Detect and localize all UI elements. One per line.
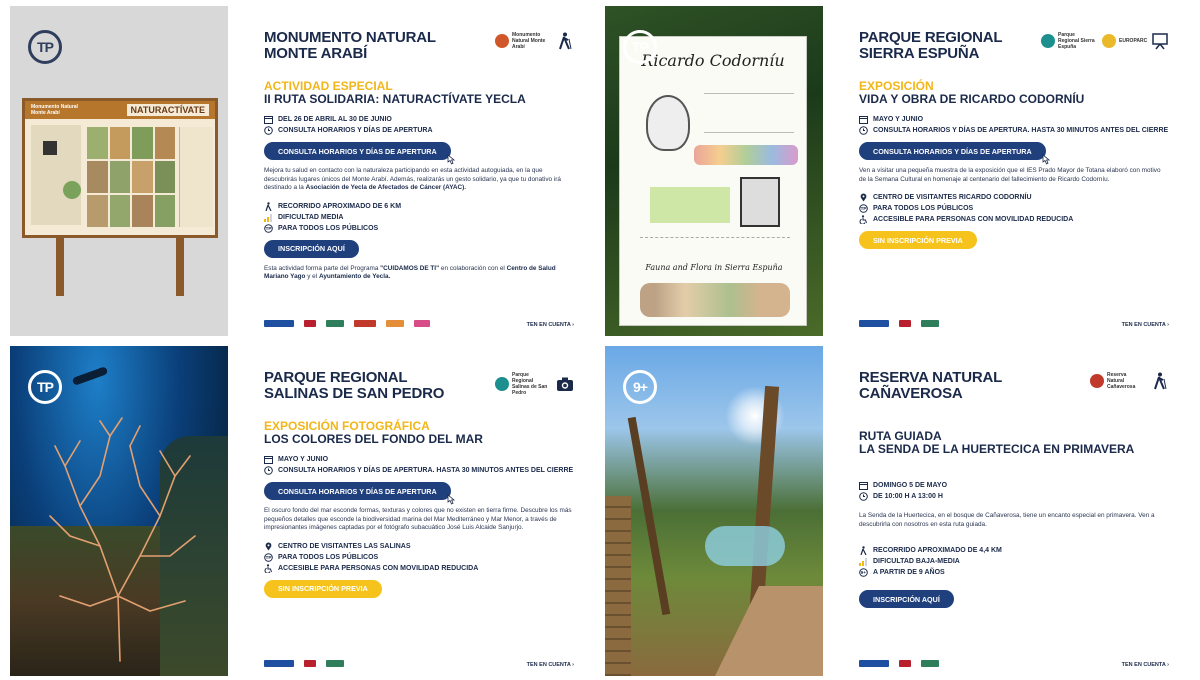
poster-title: Ricardo Codorníu bbox=[641, 51, 785, 70]
sign-board bbox=[22, 98, 218, 238]
region-logo bbox=[304, 320, 316, 327]
activity-name: LOS COLORES DEL FONDO DEL MAR bbox=[264, 432, 483, 446]
poster bbox=[619, 36, 807, 326]
hiker-icon bbox=[1151, 372, 1169, 390]
calendar-icon bbox=[859, 115, 868, 124]
cursor-icon bbox=[445, 154, 457, 166]
region-logo bbox=[899, 660, 911, 667]
logo-group bbox=[495, 32, 574, 50]
tree-trunk-2 bbox=[628, 417, 671, 615]
location-icon bbox=[264, 542, 273, 551]
info-row-hours: DE 10:00 H A 13:00 H bbox=[859, 491, 1169, 502]
espacios-logo bbox=[326, 320, 344, 327]
description: Ven a visitar una pequeña muestra de la exposición que el IES Prado Mayor de Totana elaboró con motivo de la Semana Cultural en homenaje al centenario del fallecimiento de Ricardo Codorníu. bbox=[859, 167, 1161, 183]
info-row-date: DOMINGO 5 DE MAYO bbox=[859, 480, 1169, 491]
clock-icon bbox=[264, 466, 273, 475]
activity-type: EXPOSICIÓN bbox=[859, 79, 934, 93]
activity-name: LA SENDA DE LA HUERTECICA EN PRIMAVERA bbox=[859, 442, 1135, 456]
description: El oscuro fondo del mar esconde formas, texturas y colores que no existen en tierra firme. Descubre los más pequeños detalles que esconde la biodiversidad marina del Mar Mediterráneo y Mar Menor, a través de impresionantes imágenes captadas por el fotógrafo subacuático José Luis Alcaide Sanjurjo. bbox=[264, 507, 572, 532]
audience-icon bbox=[264, 224, 273, 233]
info-row-difficulty: DIFICULTAD MEDIA bbox=[264, 212, 574, 223]
hiker-icon bbox=[264, 202, 273, 211]
event-photo bbox=[10, 346, 228, 676]
eu-flag-logo bbox=[859, 320, 889, 327]
wooden-fence bbox=[605, 496, 631, 676]
logo-group bbox=[495, 372, 574, 396]
description: Mejora tu salud en contacto con la naturaleza participando en esta actividad autoguiada, en la que descubrirás lugares únicos del Monte Arabí. Además, realizarás un gesto solidario, ya que tu donativo irá destinado a la Asociación de Yecla de Afectados de Cáncer (AYAC). bbox=[264, 167, 561, 192]
poster-caption: Fauna and Flora in Sierra Espuña bbox=[645, 263, 783, 272]
salinas-logo-icon bbox=[495, 377, 509, 391]
info-row-audience: TP PARA TODOS LOS PÚBLICOS bbox=[860, 205, 974, 213]
audience-icon bbox=[264, 553, 273, 562]
info-row-location: CENTRO DE VISITANTES LAS SALINAS bbox=[264, 541, 574, 552]
notice-link[interactable]: TEN EN CUENTA › bbox=[526, 322, 574, 328]
calendar-icon bbox=[859, 481, 868, 490]
activity-type: ACTIVIDAD ESPECIAL bbox=[264, 79, 393, 93]
register-button[interactable]: INSCRIPCIÓN AQUÍ bbox=[264, 240, 359, 258]
hiker-icon bbox=[556, 32, 574, 50]
notice-link[interactable]: TEN EN CUENTA › bbox=[1121, 322, 1169, 328]
canaverosa-logo-icon bbox=[1090, 374, 1104, 388]
region-logo bbox=[899, 320, 911, 327]
info-row-age: 9+ A PARTIR DE 9 AÑOS bbox=[860, 569, 945, 577]
notice-link[interactable]: TEN EN CUENTA › bbox=[1121, 662, 1169, 668]
logo-text: Parque Regional Sierra Espuña bbox=[1058, 32, 1095, 50]
sign-title: NATURACTÍVATE bbox=[127, 104, 210, 116]
logo-text: Parque Regional Salinas de San Pedro bbox=[512, 372, 548, 396]
monte-arabi-logo-icon bbox=[495, 34, 509, 48]
event-photo bbox=[10, 6, 228, 336]
logo-text: Reserva Natural Cañaverosa bbox=[1107, 372, 1136, 390]
info-row-difficulty: DIFICULTAD BAJA-MEDIA bbox=[859, 556, 1169, 567]
park-title: RESERVA NATURAL CAÑAVEROSA bbox=[859, 369, 1002, 402]
audience-icon bbox=[859, 204, 868, 213]
easel-icon bbox=[1151, 32, 1169, 50]
accessibility-icon bbox=[264, 564, 273, 573]
event-card-sierra-espuna bbox=[605, 6, 1185, 336]
cursor-icon bbox=[445, 494, 457, 506]
hiker-icon bbox=[859, 546, 868, 555]
event-card-monte-arabi bbox=[10, 6, 590, 336]
schedule-button[interactable]: CONSULTA HORARIOS Y DÍAS DE APERTURA bbox=[264, 482, 451, 500]
description: La Senda de la Huertecica, en el bosque de Cañaverosa, tiene un encanto especial en primavera. Ven a descubrirla con nosotros en esta ruta guiada. bbox=[859, 512, 1155, 528]
event-photo bbox=[605, 346, 823, 676]
info-row-hours: CONSULTA HORARIOS Y DÍAS DE APERTURA. HASTA 30 MINUTOS ANTES DEL CIERRE bbox=[264, 465, 574, 476]
program-note: Esta actividad forma parte del Programa "CUIDAMOS DE TI" en colaboración con el Centro de Salud Mariano Yago y el Ayuntamiento de Yecla. bbox=[264, 264, 556, 281]
portrait-icon bbox=[646, 95, 690, 151]
sierra-espuna-logo-icon bbox=[1041, 34, 1055, 48]
partner-logo-2 bbox=[414, 320, 430, 327]
calendar-icon bbox=[264, 115, 273, 124]
info-row-accessibility: ACCESIBLE PARA PERSONAS CON MOVILIDAD REDUCIDA bbox=[264, 563, 574, 574]
info-row-location: CENTRO DE VISITANTES RICARDO CODORNÍU bbox=[859, 192, 1169, 203]
info-row-audience: TP PARA TODOS LOS PÚBLICOS bbox=[265, 553, 379, 561]
info-row-hours: CONSULTA HORARIOS Y DÍAS DE APERTURA bbox=[264, 125, 574, 136]
age-badge: 9+ bbox=[623, 370, 657, 404]
info-row-date: DEL 26 DE ABRIL AL 30 DE JUNIO bbox=[264, 114, 574, 125]
event-card-salinas bbox=[10, 346, 590, 676]
accessibility-badge: TP bbox=[623, 30, 657, 64]
notice-link[interactable]: TEN EN CUENTA › bbox=[526, 662, 574, 668]
accessibility-badge: TP bbox=[28, 30, 62, 64]
region-logo bbox=[304, 660, 316, 667]
schedule-button[interactable]: CONSULTA HORARIOS Y DÍAS DE APERTURA bbox=[264, 142, 451, 160]
info-row-date: MAYO Y JUNIO bbox=[859, 114, 1169, 125]
svg-text:TP: TP bbox=[860, 206, 867, 212]
footpath bbox=[715, 586, 823, 676]
accessibility-badge: TP bbox=[28, 370, 62, 404]
info-row-hours: CONSULTA HORARIOS Y DÍAS DE APERTURA. HASTA 30 MINUTOS ANTES DEL CIERRE bbox=[859, 125, 1169, 136]
ayuntamiento-logo bbox=[354, 320, 376, 327]
cursor-icon bbox=[1040, 154, 1052, 166]
event-card-canaverosa bbox=[605, 346, 1185, 676]
logo-group bbox=[1041, 32, 1169, 50]
difficulty-icon bbox=[859, 557, 868, 566]
event-photo bbox=[605, 6, 823, 336]
info-row-date: MAYO Y JUNIO bbox=[264, 454, 574, 465]
diver-silhouette bbox=[72, 366, 109, 386]
location-icon bbox=[859, 193, 868, 202]
eu-flag-logo bbox=[264, 320, 294, 327]
clock-icon bbox=[264, 126, 273, 135]
svg-text:TP: TP bbox=[265, 225, 272, 231]
calendar-icon bbox=[264, 455, 273, 464]
activity-type: EXPOSICIÓN FOTOGRÁFICA bbox=[264, 419, 430, 433]
activity-name: VIDA Y OBRA DE RICARDO CODORNÍU bbox=[859, 92, 1085, 106]
eu-flag-logo bbox=[264, 660, 294, 667]
difficulty-icon bbox=[264, 213, 273, 222]
activity-name: II RUTA SOLIDARIA: NATURACTÍVATE YECLA bbox=[264, 92, 526, 106]
schedule-button[interactable]: CONSULTA HORARIOS Y DÍAS DE APERTURA bbox=[859, 142, 1046, 160]
no-registration-button[interactable]: SIN INSCRIPCIÓN PREVIA bbox=[859, 231, 977, 249]
clock-icon bbox=[859, 492, 868, 501]
svg-text:9+: 9+ bbox=[860, 570, 866, 576]
logo-text-2: EUROPARC bbox=[1119, 38, 1148, 44]
partner-logo bbox=[386, 320, 404, 327]
logo-text: Monumento Natural Monte Arabí bbox=[512, 32, 546, 50]
svg-text:TP: TP bbox=[265, 554, 272, 560]
europarc-logo-icon bbox=[1102, 34, 1116, 48]
park-title: MONUMENTO NATURAL MONTE ARABÍ bbox=[264, 29, 436, 62]
espacios-logo bbox=[921, 320, 939, 327]
age-icon bbox=[859, 568, 868, 577]
river bbox=[705, 526, 785, 566]
gorgonian-coral bbox=[30, 406, 210, 666]
info-row-audience: TP PARA TODOS LOS PÚBLICOS bbox=[265, 224, 379, 232]
register-button[interactable]: INSCRIPCIÓN AQUÍ bbox=[859, 590, 954, 608]
espacios-logo bbox=[326, 660, 344, 667]
clock-icon bbox=[859, 126, 868, 135]
no-registration-button[interactable]: SIN INSCRIPCIÓN PREVIA bbox=[264, 580, 382, 598]
park-title: PARQUE REGIONAL SIERRA ESPUÑA bbox=[859, 29, 1003, 62]
eu-flag-logo bbox=[859, 660, 889, 667]
info-row-distance: RECORRIDO APROXIMADO DE 4,4 KM bbox=[859, 545, 1169, 556]
info-row-distance: RECORRIDO APROXIMADO DE 6 KM bbox=[264, 201, 574, 212]
espacios-logo bbox=[921, 660, 939, 667]
park-title: PARQUE REGIONAL SALINAS DE SAN PEDRO bbox=[264, 369, 445, 402]
info-row-accessibility: ACCESIBLE PARA PERSONAS CON MOVILIDAD REDUCIDA bbox=[859, 214, 1169, 225]
activity-type: RUTA GUIADA bbox=[859, 429, 942, 443]
logo-group bbox=[1090, 372, 1169, 390]
camera-icon bbox=[556, 375, 574, 393]
accessibility-icon bbox=[859, 215, 868, 224]
sign-header: Monumento Natural Monte Arabí bbox=[31, 104, 78, 116]
